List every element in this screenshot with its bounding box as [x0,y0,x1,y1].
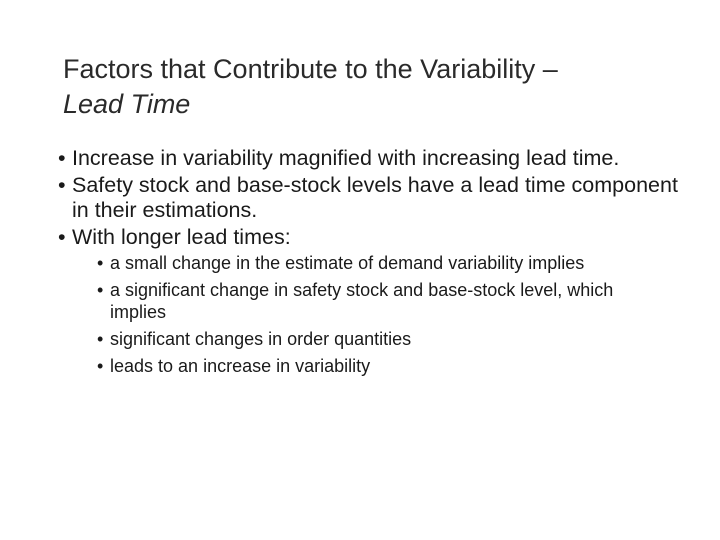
bullet-item [58,225,698,377]
sub-bullet-list [97,252,698,377]
sub-bullet-item: • a significant change in safety stock and base-stock level, which implies [97,279,670,323]
title-italic-text: Lead Time [63,89,191,119]
bullet-list [58,146,698,382]
bullet-item: • Increase in variability magnified with increasing lead time. [58,146,698,171]
sub-bullet-item: • leads to an increase in variability [97,355,670,377]
bullet-text: With longer lead times: [72,225,291,249]
bullet-item: • Safety stock and base-stock levels have a lead time component in their estimations. [58,173,698,223]
slide-title [63,52,683,122]
sub-bullet-item: • a small change in the estimate of demand variability implies [97,252,670,274]
sub-bullet-item: • significant changes in order quantities [97,328,670,350]
title-main-text: Factors that Contribute to the Variability – [63,54,558,84]
